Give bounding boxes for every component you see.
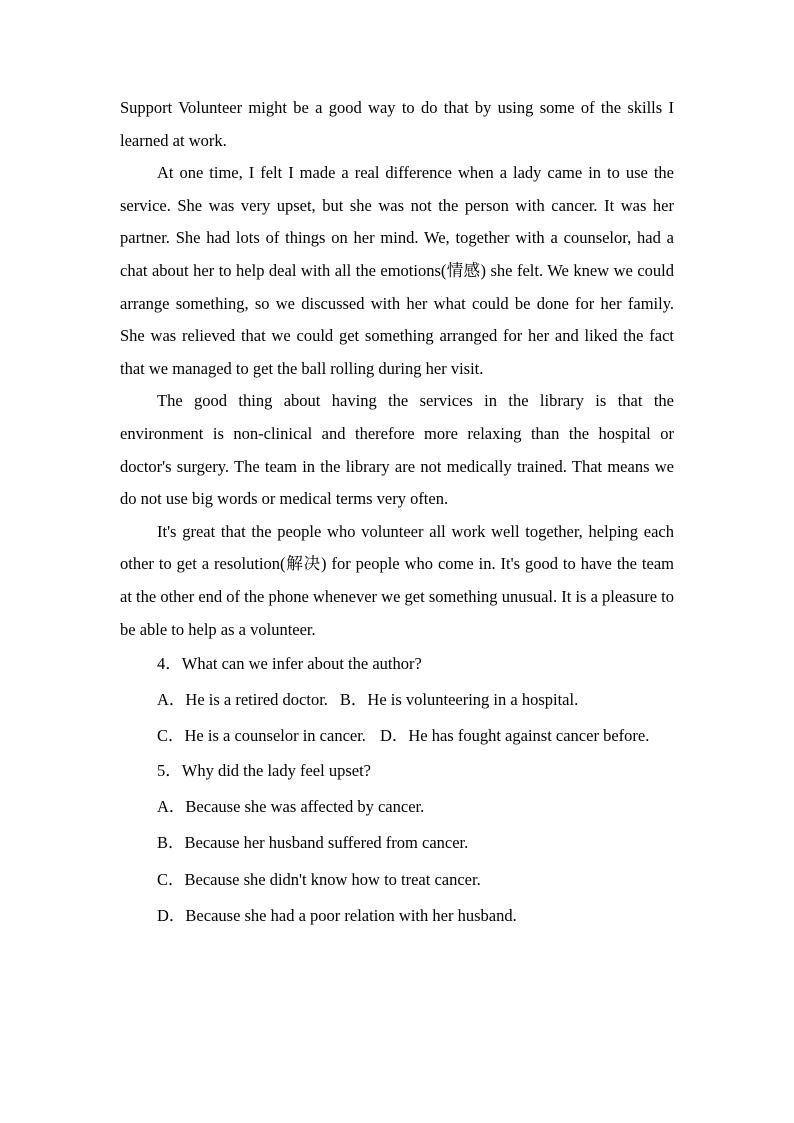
question-4-stem: 4．What can we infer about the author? — [157, 654, 422, 674]
passage-paragraph-2: At one time, I felt I made a real difference when a lady came in to use the service. She was very upset, but she was not the person with cancer. It was her partner. She had lots of things on her mind. We, together with a counselor, had a chat about her to help deal with all the emotions(情感) she felt. We knew we could arrange something, so we discussed with her what could be done for her family. She was relieved that we could get something arranged for her and liked the fact that we managed to get the ball rolling during her visit. — [120, 163, 674, 378]
passage-paragraph-3: The good thing about having the services in the library is that the environment is non-clinical and therefore more relaxing than the hospital or doctor's surgery. The team in the library are not medically trained. That means we do not use big words or medical terms very often. — [120, 391, 674, 509]
question-4-options-row-1 — [120, 684, 674, 717]
question-5 — [120, 755, 674, 932]
question-4-option-d[interactable]: D．He has fought against cancer before. — [379, 726, 650, 746]
question-5-option-c[interactable]: C．Because she didn't know how to treat cancer. — [157, 869, 481, 889]
question-5-option-b[interactable]: B．Because her husband suffered from cancer. — [157, 833, 469, 853]
question-4-options-row-2 — [120, 720, 674, 753]
passage-paragraph-4: It's great that the people who volunteer all work well together, helping each other to get a resolution(解决) for people who come in. It's good to have the team at the other end of the phone whenever we get something unusual. It is a pleasure to be able to help as a volunteer. — [120, 521, 674, 639]
question-5-option-d[interactable]: D．Because she had a poor relation with her husband. — [157, 905, 517, 925]
document-content — [120, 92, 674, 932]
question-4-option-c[interactable]: C．He is a counselor in cancer. — [157, 726, 366, 746]
question-4-option-a[interactable]: A．He is a retired doctor. — [157, 690, 328, 710]
question-4-option-b[interactable]: B．He is volunteering in a hospital. — [339, 690, 579, 710]
question-5-stem: 5．Why did the lady feel upset? — [157, 761, 371, 781]
question-4 — [120, 648, 674, 753]
question-5-option-a[interactable]: A．Because she was affected by cancer. — [157, 797, 425, 817]
passage-paragraph-1: Support Volunteer might be a good way to do that by using some of the skills I learned at work. — [120, 98, 674, 150]
